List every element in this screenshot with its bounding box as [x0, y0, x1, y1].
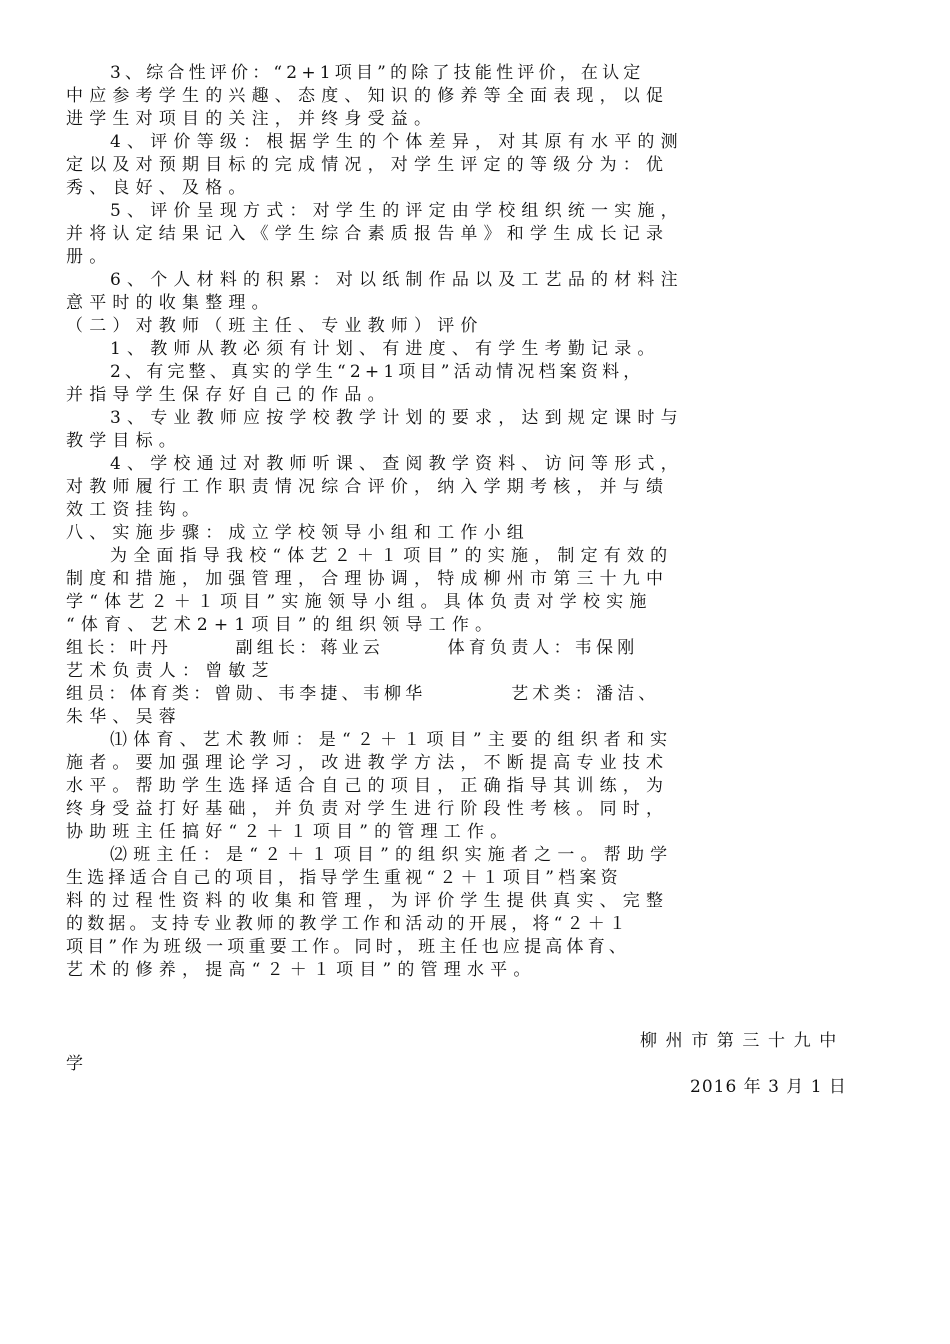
text-line: 3、综合性评价：“2+1项目”的除了技能性评价，在认定	[110, 63, 645, 83]
text-line: 进学生对项目的关注，并终身受益。	[66, 109, 438, 129]
text-line: 并指导学生保存好自己的作品。	[66, 385, 391, 405]
text-line: 并将认定结果记入《学生综合素质报告单》和学生成长记录	[66, 224, 670, 244]
text-line: “体育、艺术2+1项目”的组织领导工作。	[66, 615, 499, 635]
text-line: 料的过程性资料的收集和管理，为评价学生提供真实、完整	[66, 891, 670, 911]
text-line: 对教师履行工作职责情况综合评价，纳入学期考核，并与绩	[66, 477, 670, 497]
text-line: 的数据。支持专业教师的教学工作和活动的开展，将“２＋１	[66, 914, 631, 934]
text-line: 艺术的修养，提高“２＋１项目”的管理水平。	[66, 960, 537, 980]
text-line: 终身受益打好基础，并负责对学生进行阶段性考核。同时，	[66, 799, 670, 819]
text-line: 中应参考学生的兴趣、态度、知识的修养等全面表现，以促	[66, 86, 670, 106]
text-line: 2、有完整、真实的学生“2+1项目”活动情况档案资料，	[110, 362, 645, 382]
text-line: 制度和措施，加强管理，合理协调，特成柳州市第三十九中	[66, 569, 670, 589]
text-line: 协助班主任搞好“２＋１项目”的管理工作。	[66, 822, 514, 842]
text-line: 4、学校通过对教师听课、查阅教学资料、访问等形式，	[110, 454, 684, 474]
text-line: （二）对教师（班主任、专业教师）评价	[66, 316, 484, 336]
text-line: 6、个人材料的积累：对以纸制作品以及工艺品的材料注	[110, 270, 684, 290]
text-line: 5、评价呈现方式：对学生的评定由学校组织统一实施，	[110, 201, 684, 221]
text-line: 八、实施步骤：成立学校领导小组和工作小组	[66, 523, 530, 543]
text-line: 定以及对预期目标的完成情况，对学生评定的等级分为：优	[66, 155, 670, 175]
signature-school-cont: 学	[66, 1054, 90, 1074]
text-line: 艺术负责人：曾敏芝	[66, 661, 275, 681]
text-line: 组长：叶丹 副组长：蒋业云 体育负责人：韦保刚	[66, 638, 639, 658]
signature-date: 2016 年 3 月 1 日	[690, 1077, 847, 1097]
text-line: 意平时的收集整理。	[66, 293, 275, 313]
text-line: 组员：体育类：曾勋、韦李捷、韦柳华 艺术类：潘洁、	[66, 684, 660, 704]
text-line: 施者。要加强理论学习，改进教学方法，不断提高专业技术	[66, 753, 670, 773]
text-line: ⑴体育、艺术教师：是“２＋１项目”主要的组织者和实	[110, 730, 674, 750]
text-line: 册。	[66, 247, 113, 267]
text-line: 教学目标。	[66, 431, 182, 451]
text-line: ⑵班主任：是“２＋１项目”的组织实施者之一。帮助学	[110, 845, 674, 865]
text-line: 4、评价等级：根据学生的个体差异，对其原有水平的测	[110, 132, 684, 152]
text-line: 效工资挂钩。	[66, 500, 206, 520]
text-line: 1、教师从教必须有计划、有进度、有学生考勤记录。	[110, 339, 661, 359]
text-line: 水平。帮助学生选择适合自己的项目，正确指导其训练，为	[66, 776, 670, 796]
text-line: 学“体艺２＋１项目”实施领导小组。具体负责对学校实施	[66, 592, 653, 612]
signature-school: 柳州市第三十九中	[640, 1031, 845, 1051]
text-line: 3、专业教师应按学校教学计划的要求，达到规定课时与	[110, 408, 684, 428]
text-line: 生选择适合自己的项目，指导学生重视“２＋１项目”档案资	[66, 868, 622, 888]
text-line: 项目”作为班级一项重要工作。同时，班主任也应提高体育、	[66, 937, 631, 957]
text-line: 朱华、吴蓉	[66, 707, 182, 727]
text-line: 秀、良好、及格。	[66, 178, 252, 198]
text-line: 为全面指导我校“体艺２＋１项目”的实施，制定有效的	[110, 546, 674, 566]
